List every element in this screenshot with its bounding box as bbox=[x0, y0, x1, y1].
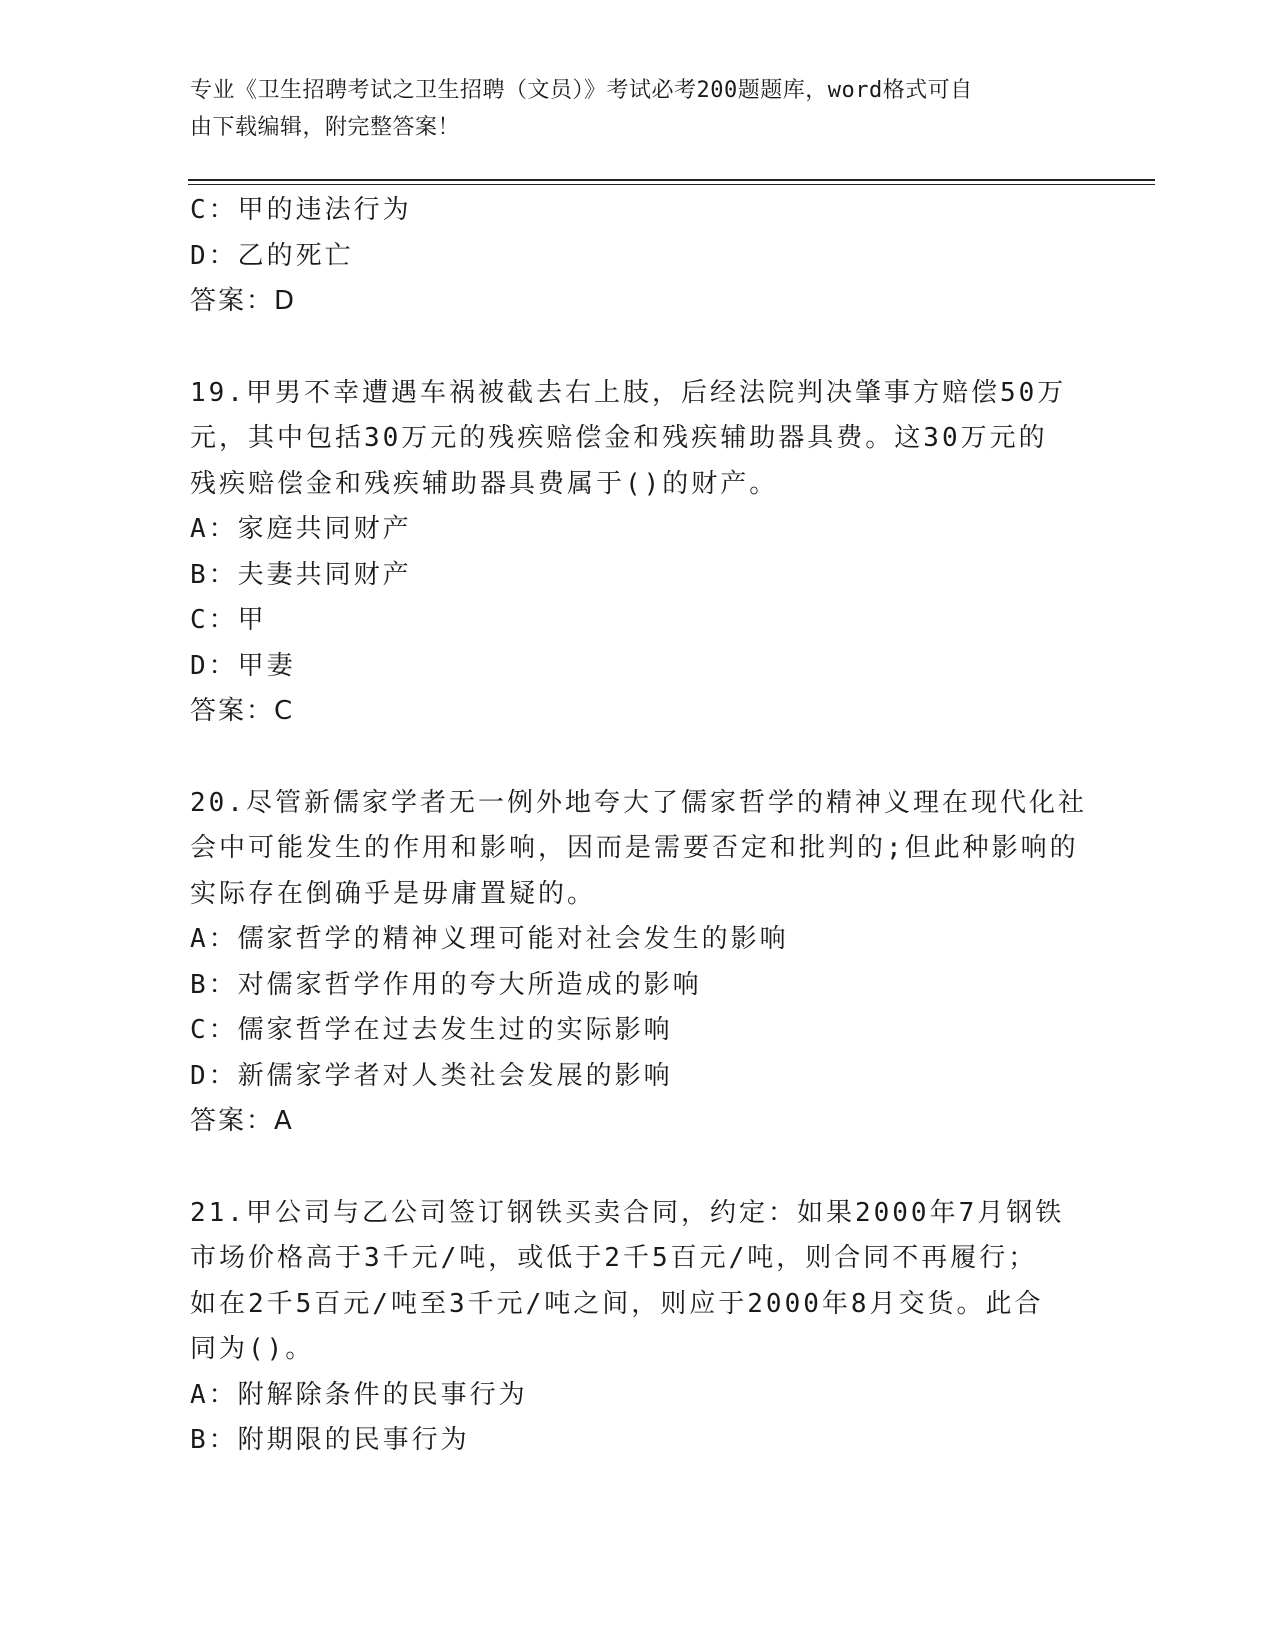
option-a: A：家庭共同财产 bbox=[190, 514, 412, 544]
option-c: C：甲 bbox=[190, 605, 267, 635]
option-b: B：夫妻共同财产 bbox=[190, 559, 412, 590]
header-rule-thick bbox=[188, 179, 1155, 181]
option-d: D：甲妻 bbox=[190, 650, 296, 681]
question-stem: 如在2千5百元/吨至3千元/吨之间，则应于2000年8月交货。此合 bbox=[190, 1288, 1044, 1319]
question-21 bbox=[190, 1191, 1090, 1464]
question-20 bbox=[190, 781, 1090, 1145]
option-b: B：附期限的民事行为 bbox=[190, 1425, 470, 1455]
answer: 答案：D bbox=[190, 286, 297, 316]
question-stem: 19.甲男不幸遭遇车祸被截去右上肢，后经法院判决肇事方赔偿50万 bbox=[190, 377, 1067, 408]
answer: 答案：C bbox=[190, 696, 295, 726]
document-header bbox=[190, 72, 1070, 146]
answer: 答案：A bbox=[190, 1106, 294, 1136]
header-line-2: 由下载编辑，附完整答案！ bbox=[190, 115, 461, 140]
question-stem: 实际存在倒确乎是毋庸置疑的。 bbox=[190, 878, 597, 909]
option-c: C：儒家哲学在过去发生过的实际影响 bbox=[190, 1015, 673, 1045]
header-line-1: 专业《卫生招聘考试之卫生招聘（文员）》考试必考200题题库，word格式可自 bbox=[190, 78, 973, 103]
header-rule-thin bbox=[188, 184, 1155, 185]
question-19 bbox=[190, 371, 1090, 735]
question-stem: 同为()。 bbox=[190, 1334, 315, 1364]
question-stem: 会中可能发生的作用和影响，因而是需要否定和批判的;但此种影响的 bbox=[190, 833, 1079, 863]
question-stem: 市场价格高于3千元/吨，或低于2千5百元/吨，则合同不再履行； bbox=[190, 1243, 1038, 1273]
question-stem: 20.尽管新儒家学者无一例外地夸大了儒家哲学的精神义理在现代化社 bbox=[190, 787, 1087, 818]
option-b: B：对儒家哲学作用的夸大所造成的影响 bbox=[190, 969, 702, 1000]
option-d: D：新儒家学者对人类社会发展的影响 bbox=[190, 1060, 673, 1091]
question-stem: 残疾赔偿金和残疾辅助器具费属于()的财产。 bbox=[190, 468, 779, 499]
option-a: A：儒家哲学的精神义理可能对社会发生的影响 bbox=[190, 924, 789, 954]
question-18-tail bbox=[190, 188, 1090, 325]
option-d: D：乙的死亡 bbox=[190, 240, 354, 271]
question-stem: 21.甲公司与乙公司签订钢铁买卖合同，约定：如果2000年7月钢铁 bbox=[190, 1197, 1065, 1228]
question-list bbox=[190, 188, 1090, 1464]
question-stem: 元，其中包括30万元的残疾赔偿金和残疾辅助器具费。这30万元的 bbox=[190, 423, 1048, 453]
option-c: C：甲的违法行为 bbox=[190, 195, 412, 225]
option-a: A：附解除条件的民事行为 bbox=[190, 1379, 528, 1410]
